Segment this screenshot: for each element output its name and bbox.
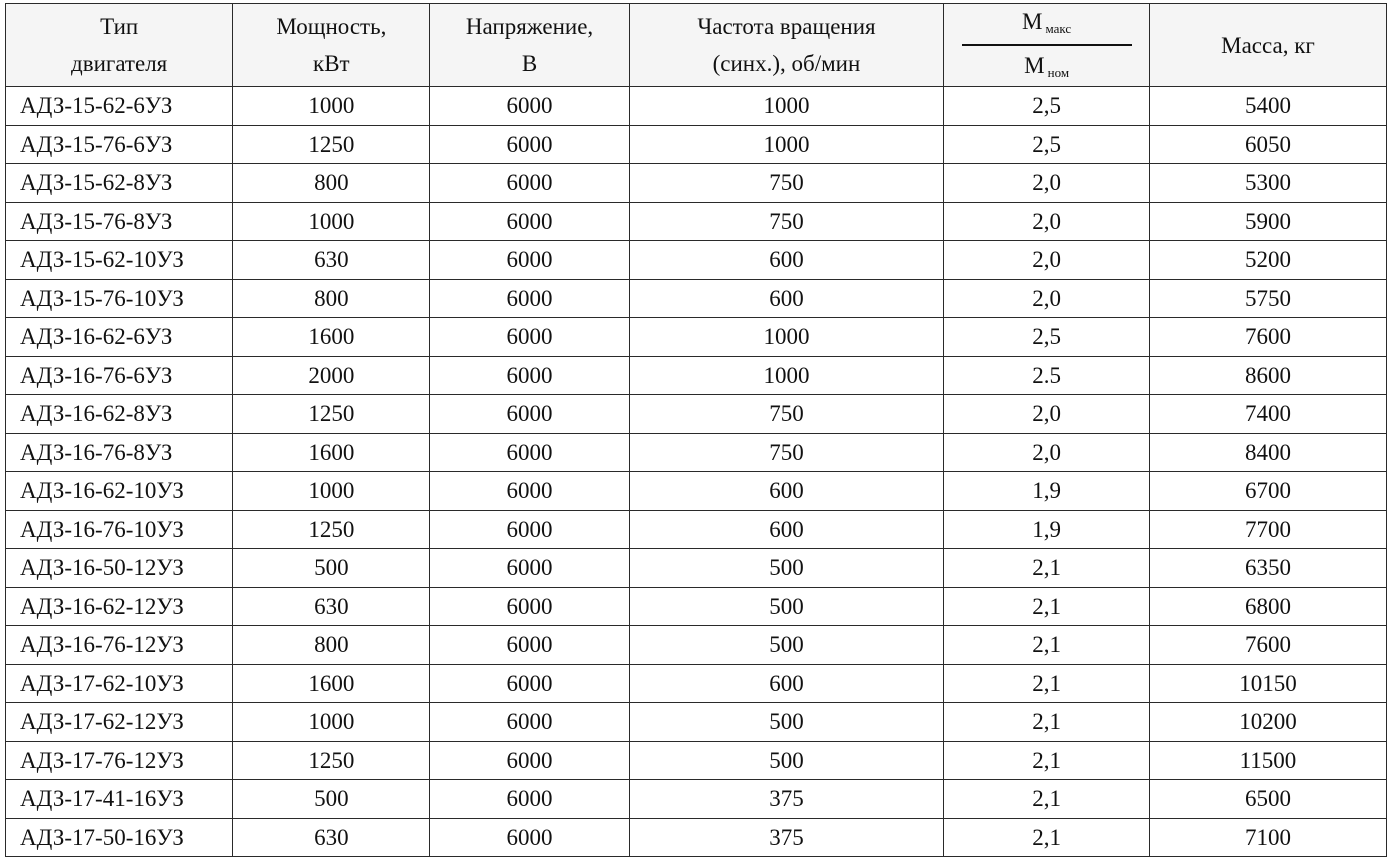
cell-type: АДЗ-16-50-12УЗ <box>6 549 233 588</box>
cell-speed: 1000 <box>629 318 944 357</box>
torque-max-subscript: макс <box>1045 20 1072 36</box>
header-mass <box>1149 4 1386 87</box>
cell-voltage: 6000 <box>430 433 629 472</box>
cell-power: 800 <box>233 279 430 318</box>
cell-voltage: 6000 <box>430 626 629 665</box>
cell-voltage: 6000 <box>430 703 629 742</box>
cell-voltage: 6000 <box>430 279 629 318</box>
table-row <box>6 125 1387 164</box>
header-voltage-line1: Напряжение, <box>465 14 594 39</box>
table-row <box>6 780 1387 819</box>
table-row <box>6 87 1387 126</box>
header-type-line2: двигателя <box>71 51 168 76</box>
cell-power: 630 <box>233 818 430 857</box>
table-body <box>6 87 1387 857</box>
cell-torque-ratio: 2,1 <box>944 664 1150 703</box>
cell-power: 1600 <box>233 318 430 357</box>
cell-mass: 5750 <box>1149 279 1386 318</box>
table-row <box>6 356 1387 395</box>
cell-voltage: 6000 <box>430 510 629 549</box>
cell-type: АДЗ-15-76-10УЗ <box>6 279 233 318</box>
table-row <box>6 549 1387 588</box>
cell-mass: 10200 <box>1149 703 1386 742</box>
cell-speed: 375 <box>629 818 944 857</box>
cell-mass: 7700 <box>1149 510 1386 549</box>
cell-power: 1000 <box>233 202 430 241</box>
cell-torque-ratio: 2,0 <box>944 433 1150 472</box>
cell-type: АДЗ-15-62-6УЗ <box>6 87 233 126</box>
cell-mass: 11500 <box>1149 741 1386 780</box>
cell-type: АДЗ-15-62-8УЗ <box>6 164 233 203</box>
table-row <box>6 202 1387 241</box>
cell-torque-ratio: 2,5 <box>944 125 1150 164</box>
cell-mass: 5900 <box>1149 202 1386 241</box>
cell-torque-ratio: 2,1 <box>944 818 1150 857</box>
cell-torque-ratio: 2,1 <box>944 780 1150 819</box>
cell-torque-ratio: 2,0 <box>944 202 1150 241</box>
cell-power: 1000 <box>233 703 430 742</box>
cell-type: АДЗ-15-76-8УЗ <box>6 202 233 241</box>
cell-type: АДЗ-16-76-6УЗ <box>6 356 233 395</box>
table-row <box>6 279 1387 318</box>
header-mass-label: Масса, кг <box>1221 32 1315 58</box>
cell-torque-ratio: 2,0 <box>944 164 1150 203</box>
cell-type: АДЗ-16-76-8УЗ <box>6 433 233 472</box>
torque-nom-symbol: M <box>1024 52 1045 78</box>
cell-voltage: 6000 <box>430 164 629 203</box>
cell-mass: 6350 <box>1149 549 1386 588</box>
cell-speed: 600 <box>629 472 944 511</box>
cell-power: 800 <box>233 626 430 665</box>
torque-ratio-numerator <box>1022 5 1071 42</box>
cell-torque-ratio: 2,0 <box>944 279 1150 318</box>
header-torque-ratio <box>944 4 1150 87</box>
cell-power: 1250 <box>233 741 430 780</box>
cell-torque-ratio: 2,5 <box>944 87 1150 126</box>
table-row <box>6 664 1387 703</box>
cell-mass: 6050 <box>1149 125 1386 164</box>
header-speed-line1: Частота вращения <box>697 14 876 39</box>
cell-torque-ratio: 2,1 <box>944 703 1150 742</box>
cell-type: АДЗ-17-41-16УЗ <box>6 780 233 819</box>
cell-speed: 600 <box>629 241 944 280</box>
table-header <box>6 4 1387 87</box>
header-voltage <box>430 4 629 87</box>
cell-mass: 6500 <box>1149 780 1386 819</box>
table-row <box>6 626 1387 665</box>
cell-type: АДЗ-16-62-6УЗ <box>6 318 233 357</box>
table-row <box>6 510 1387 549</box>
table-row <box>6 241 1387 280</box>
cell-torque-ratio: 2,0 <box>944 241 1150 280</box>
header-voltage-line2: В <box>521 51 538 76</box>
cell-power: 500 <box>233 780 430 819</box>
table-row <box>6 587 1387 626</box>
table-row <box>6 433 1387 472</box>
cell-speed: 1000 <box>629 87 944 126</box>
cell-type: АДЗ-16-62-8УЗ <box>6 395 233 434</box>
cell-voltage: 6000 <box>430 741 629 780</box>
cell-voltage: 6000 <box>430 587 629 626</box>
cell-power: 1250 <box>233 510 430 549</box>
cell-type: АДЗ-15-62-10УЗ <box>6 241 233 280</box>
cell-power: 800 <box>233 164 430 203</box>
cell-type: АДЗ-17-76-12УЗ <box>6 741 233 780</box>
cell-voltage: 6000 <box>430 87 629 126</box>
cell-speed: 500 <box>629 626 944 665</box>
fraction-bar <box>962 44 1132 46</box>
cell-mass: 7600 <box>1149 626 1386 665</box>
table-row <box>6 741 1387 780</box>
cell-power: 1250 <box>233 395 430 434</box>
cell-mass: 7400 <box>1149 395 1386 434</box>
table-row <box>6 703 1387 742</box>
cell-speed: 1000 <box>629 356 944 395</box>
cell-speed: 750 <box>629 395 944 434</box>
cell-type: АДЗ-16-76-10УЗ <box>6 510 233 549</box>
cell-speed: 750 <box>629 433 944 472</box>
header-row <box>6 4 1387 87</box>
cell-voltage: 6000 <box>430 549 629 588</box>
cell-torque-ratio: 2,1 <box>944 549 1150 588</box>
cell-mass: 8600 <box>1149 356 1386 395</box>
header-type <box>6 4 233 87</box>
cell-power: 1250 <box>233 125 430 164</box>
torque-ratio-fraction <box>944 5 1149 86</box>
cell-type: АДЗ-17-62-12УЗ <box>6 703 233 742</box>
cell-mass: 10150 <box>1149 664 1386 703</box>
cell-type: АДЗ-16-76-12УЗ <box>6 626 233 665</box>
cell-voltage: 6000 <box>430 241 629 280</box>
cell-speed: 500 <box>629 587 944 626</box>
cell-voltage: 6000 <box>430 318 629 357</box>
cell-type: АДЗ-16-62-10УЗ <box>6 472 233 511</box>
header-power-line1: Мощность, <box>276 14 387 39</box>
cell-speed: 600 <box>629 279 944 318</box>
cell-torque-ratio: 2,0 <box>944 395 1150 434</box>
cell-speed: 600 <box>629 510 944 549</box>
cell-speed: 375 <box>629 780 944 819</box>
table-row <box>6 318 1387 357</box>
cell-type: АДЗ-17-62-10УЗ <box>6 664 233 703</box>
table-row <box>6 472 1387 511</box>
cell-mass: 5300 <box>1149 164 1386 203</box>
cell-speed: 750 <box>629 164 944 203</box>
cell-mass: 5200 <box>1149 241 1386 280</box>
torque-nom-subscript: ном <box>1047 64 1070 80</box>
motor-spec-table <box>5 3 1387 857</box>
cell-voltage: 6000 <box>430 472 629 511</box>
cell-torque-ratio: 1,9 <box>944 510 1150 549</box>
cell-voltage: 6000 <box>430 780 629 819</box>
motor-spec-sheet <box>5 3 1387 857</box>
cell-mass: 8400 <box>1149 433 1386 472</box>
header-power <box>233 4 430 87</box>
cell-speed: 600 <box>629 664 944 703</box>
cell-power: 630 <box>233 587 430 626</box>
cell-voltage: 6000 <box>430 356 629 395</box>
header-power-line2: кВт <box>313 51 350 76</box>
cell-power: 1000 <box>233 87 430 126</box>
table-row <box>6 818 1387 857</box>
cell-speed: 750 <box>629 202 944 241</box>
cell-speed: 500 <box>629 741 944 780</box>
header-speed <box>629 4 944 87</box>
torque-ratio-denominator <box>1024 49 1069 86</box>
header-speed-line2: (синх.), об/мин <box>712 51 861 76</box>
cell-voltage: 6000 <box>430 818 629 857</box>
cell-power: 2000 <box>233 356 430 395</box>
cell-power: 630 <box>233 241 430 280</box>
cell-power: 1600 <box>233 433 430 472</box>
cell-mass: 7600 <box>1149 318 1386 357</box>
cell-torque-ratio: 1,9 <box>944 472 1150 511</box>
cell-torque-ratio: 2,1 <box>944 587 1150 626</box>
cell-type: АДЗ-17-50-16УЗ <box>6 818 233 857</box>
cell-type: АДЗ-15-76-6УЗ <box>6 125 233 164</box>
cell-torque-ratio: 2,1 <box>944 741 1150 780</box>
table-row <box>6 164 1387 203</box>
cell-mass: 6800 <box>1149 587 1386 626</box>
cell-voltage: 6000 <box>430 664 629 703</box>
cell-torque-ratio: 2.5 <box>944 356 1150 395</box>
cell-power: 500 <box>233 549 430 588</box>
cell-power: 1000 <box>233 472 430 511</box>
cell-torque-ratio: 2,1 <box>944 626 1150 665</box>
torque-max-symbol: M <box>1022 8 1043 34</box>
header-type-line1: Тип <box>100 14 139 39</box>
cell-speed: 500 <box>629 703 944 742</box>
cell-voltage: 6000 <box>430 125 629 164</box>
cell-type: АДЗ-16-62-12УЗ <box>6 587 233 626</box>
cell-voltage: 6000 <box>430 202 629 241</box>
cell-voltage: 6000 <box>430 395 629 434</box>
cell-mass: 5400 <box>1149 87 1386 126</box>
cell-speed: 1000 <box>629 125 944 164</box>
cell-speed: 500 <box>629 549 944 588</box>
table-row <box>6 395 1387 434</box>
cell-mass: 6700 <box>1149 472 1386 511</box>
cell-mass: 7100 <box>1149 818 1386 857</box>
cell-torque-ratio: 2,5 <box>944 318 1150 357</box>
cell-power: 1600 <box>233 664 430 703</box>
